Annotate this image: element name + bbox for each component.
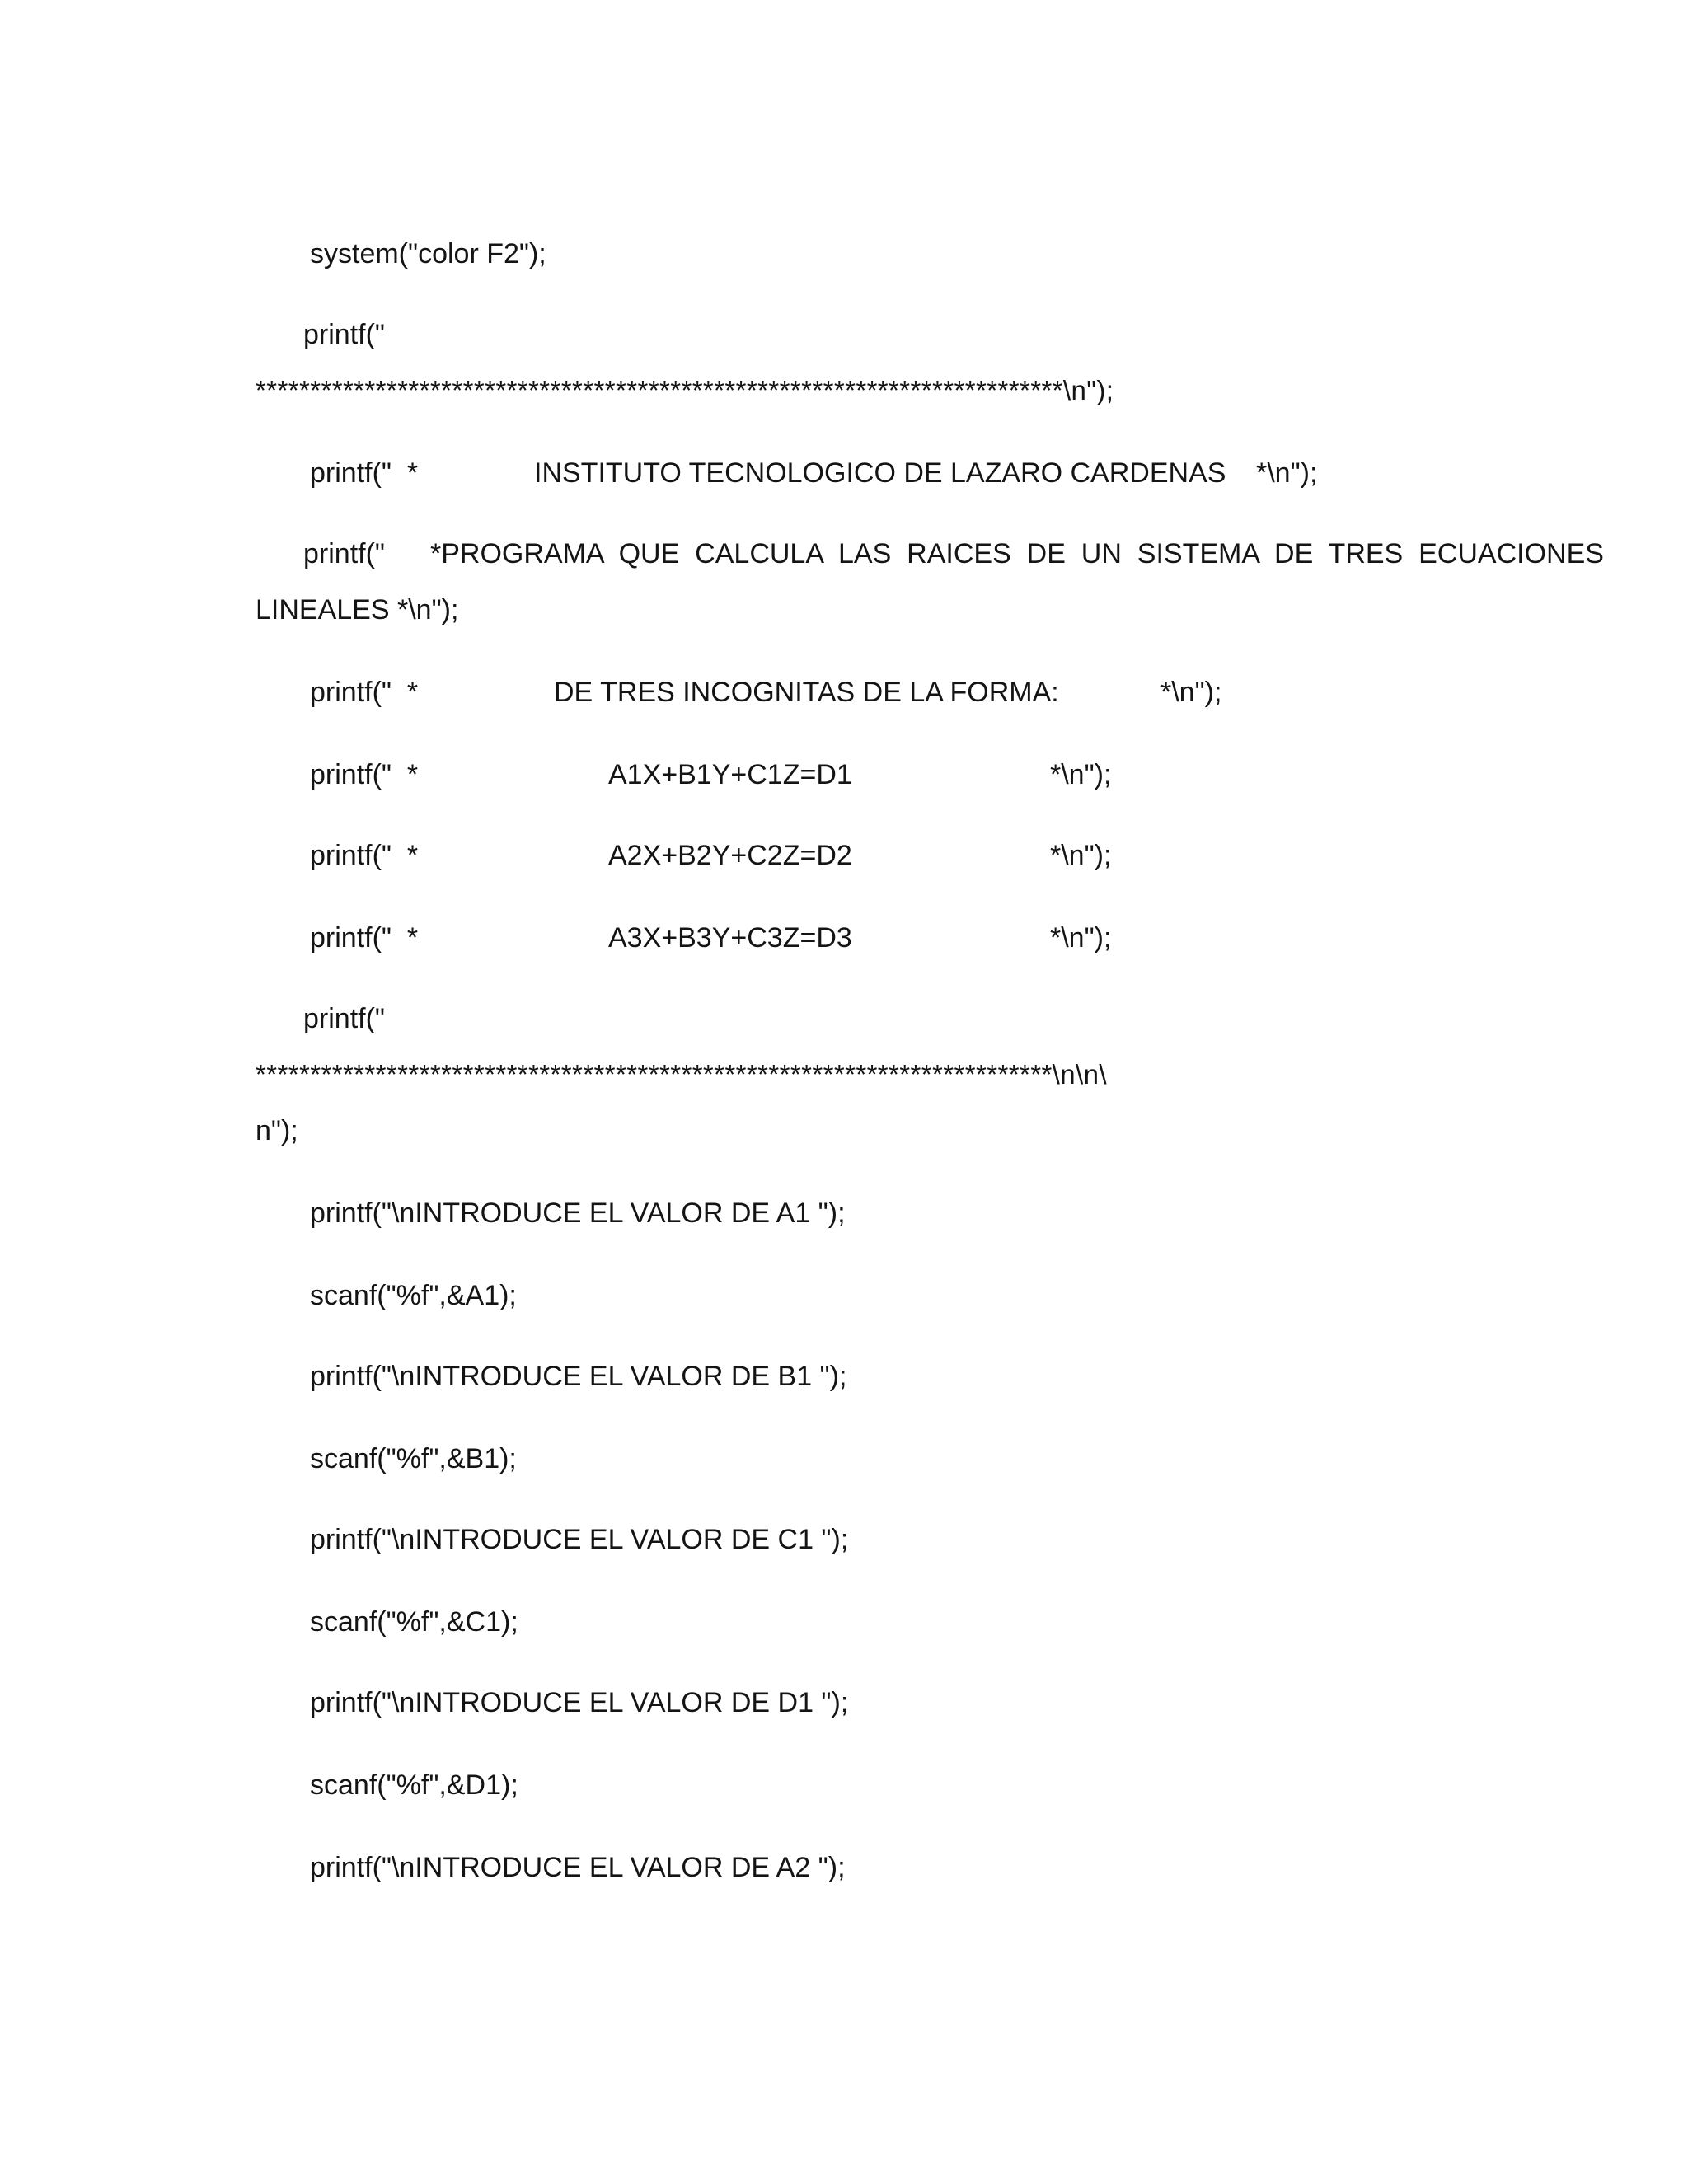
printf-prefix: printf(" * [310, 457, 419, 489]
code-line-input-a2-prompt: printf("\nINTRODUCE EL VALOR DE A2 "); [310, 1852, 846, 1883]
printf-prefix: printf(" * [310, 840, 419, 871]
code-line-stars-top: **************************************************************************\n"); [256, 375, 1114, 405]
printf-prefix: printf(" * [310, 677, 419, 708]
printf-suffix: *\n"); [1160, 677, 1222, 708]
code-line-stars-bottom: *************************************************************************\n\n\ [256, 1059, 1107, 1090]
code-line-input-c1-prompt: printf("\nINTRODUCE EL VALOR DE C1 "); [310, 1524, 849, 1555]
equation-text: A3X+B3Y+C3Z=D3 [608, 922, 852, 954]
code-line-scanf-c1: scanf("%f",&C1); [310, 1606, 518, 1638]
equation-text: A2X+B2Y+C2Z=D2 [608, 840, 852, 871]
code-line-input-d1-prompt: printf("\nINTRODUCE EL VALOR DE D1 "); [310, 1687, 849, 1718]
printf-suffix: *\n"); [1256, 457, 1318, 489]
equation-text: A1X+B1Y+C1Z=D1 [608, 759, 852, 790]
code-line-system-color: system("color F2"); [310, 238, 546, 269]
printf-suffix: *\n"); [1050, 922, 1112, 954]
institute-name: INSTITUTO TECNOLOGICO DE LAZARO CARDENAS [534, 457, 1226, 489]
code-line-input-a1-prompt: printf("\nINTRODUCE EL VALOR DE A1 "); [310, 1197, 846, 1229]
printf-prefix: printf(" * [310, 922, 419, 954]
program-description: *PROGRAMA QUE CALCULA LAS RAICES DE UN SISTEMA DE TRES ECUACIONES [430, 538, 1604, 569]
form-description: DE TRES INCOGNITAS DE LA FORMA: [554, 677, 1059, 708]
code-line-input-b1-prompt: printf("\nINTRODUCE EL VALOR DE B1 "); [310, 1361, 847, 1392]
printf-suffix: *\n"); [1050, 840, 1112, 871]
code-line-programa [303, 537, 1604, 669]
code-line-scanf-d1: scanf("%f",&D1); [310, 1769, 518, 1801]
printf-prefix: printf(" * [310, 759, 419, 790]
code-line-lineales: LINEALES *\n"); [256, 594, 459, 626]
code-line-printf-open-2: printf(" [303, 1003, 385, 1034]
code-line-printf-open: printf(" [303, 319, 385, 350]
printf-prefix: printf(" [303, 538, 385, 569]
code-line-scanf-a1: scanf("%f",&A1); [310, 1280, 517, 1311]
printf-suffix: *\n"); [1050, 759, 1112, 790]
code-line-stars-bottom-cont: n"); [256, 1115, 298, 1146]
code-line-scanf-b1: scanf("%f",&B1); [310, 1443, 517, 1474]
